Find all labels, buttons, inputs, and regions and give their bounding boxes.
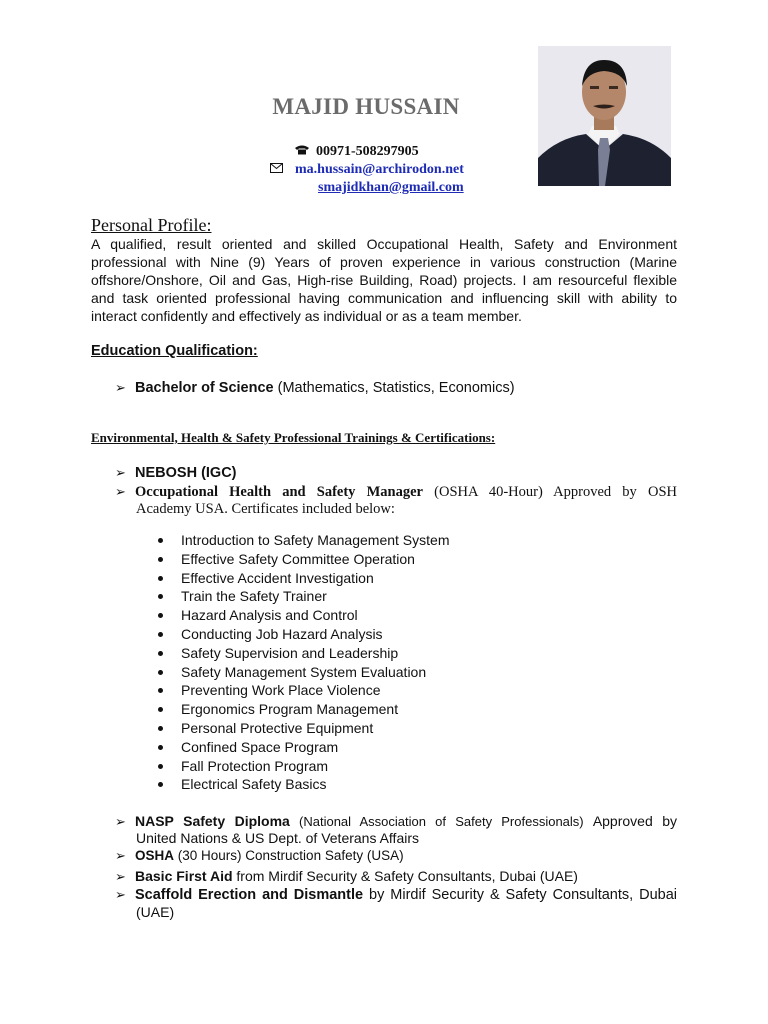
personal-profile-text: A qualified, result oriented and skilled Occupational Health, Safety and Environment professional with Nine (9) Years of proven experience in various construction (Marine offshore/Onshore, Oil and Gas, High-rise Building, Road) projects. I am resourceful flexible and task oriented professional having communication and influencing skill with ability to interact confidently and effectively as individual or as a team member. [91, 236, 677, 324]
course-list [154, 531, 449, 794]
certifications-heading: Environmental, Health & Safety Professional Trainings & Certifications: [91, 430, 496, 445]
course-list-item: Fall Protection Program [154, 757, 449, 776]
course-list-item: Train the Safety Trainer [154, 587, 449, 606]
arrow-bullet-icon: ➢ [115, 465, 126, 480]
profile-photo [538, 46, 671, 186]
phone-number[interactable]: 00971-508297905 [316, 144, 419, 159]
course-list-item: Hazard Analysis and Control [154, 606, 449, 625]
cert-item-osha [115, 848, 404, 864]
arrow-bullet-icon: ➢ [115, 869, 126, 884]
arrow-bullet-icon: ➢ [115, 887, 126, 902]
cert-ohsm-line2: Academy USA. Certificates included below: [136, 501, 395, 517]
arrow-bullet-icon: ➢ [115, 848, 126, 863]
cert-ohsm-detail: (OSHA 40-Hour) Approved by OSH [422, 484, 677, 500]
arrow-bullet-icon: ➢ [115, 484, 126, 499]
cert-first-aid-name: Basic First Aid [135, 868, 233, 884]
degree-name: Bachelor of Science [135, 380, 274, 396]
personal-profile-heading: Personal Profile: [91, 215, 212, 235]
email-row-secondary [318, 180, 464, 196]
course-list-item: Ergonomics Program Management [154, 700, 449, 719]
cert-nasp-line2: United Nations & US Dept. of Veterans Affairs [136, 830, 420, 846]
email-link-secondary[interactable]: smajidkhan@gmail.com [318, 180, 464, 195]
education-heading: Education Qualification: [91, 343, 258, 359]
cert-nebosh-name: NEBOSH (IGC) [135, 465, 237, 481]
email-link-primary[interactable]: ma.hussain@archirodon.net [295, 162, 464, 177]
course-list-item: Effective Accident Investigation [154, 569, 449, 588]
arrow-bullet-icon: ➢ [115, 814, 126, 829]
cert-item-nebosh [115, 465, 237, 481]
envelope-icon [270, 162, 295, 178]
course-list-item: Conducting Job Hazard Analysis [154, 625, 449, 644]
cert-item-first-aid [115, 868, 578, 885]
education-item [115, 380, 515, 396]
telephone-icon [294, 144, 316, 160]
cert-scaffold-name: Scaffold Erection and Dismantle [135, 887, 364, 903]
cert-item-ohsm [115, 483, 677, 518]
candidate-name: MAJID HUSSAIN [272, 94, 460, 119]
cert-ohsm-name: Occupational Health and Safety Manager [135, 484, 423, 500]
cert-nasp-detail: (National Association of Safety Professionals) [289, 814, 593, 829]
cert-first-aid-detail: from Mirdif Security & Safety Consultants, Dubai (UAE) [232, 868, 578, 884]
arrow-bullet-icon: ➢ [115, 380, 126, 395]
cert-item-scaffold [115, 886, 677, 921]
course-list-item: Confined Space Program [154, 738, 449, 757]
cert-osha-name: OSHA [135, 848, 175, 863]
cert-nasp-approved: Approved by [592, 813, 677, 829]
cert-scaffold-detail: by Mirdif Security & Safety Consultants, Dubai [363, 887, 677, 903]
portrait-illustration [538, 46, 671, 186]
course-list-item: Personal Protective Equipment [154, 719, 449, 738]
course-list-item: Safety Management System Evaluation [154, 663, 449, 682]
degree-detail: (Mathematics, Statistics, Economics) [273, 380, 515, 396]
cert-nasp-name: NASP Safety Diploma [135, 813, 290, 829]
cert-scaffold-line2: (UAE) [136, 904, 175, 920]
course-list-item: Introduction to Safety Management System [154, 531, 449, 550]
cert-osha-detail: (30 Hours) Construction Safety (USA) [174, 848, 404, 863]
email-row [270, 162, 464, 178]
course-list-item: Safety Supervision and Leadership [154, 644, 449, 663]
course-list-item: Effective Safety Committee Operation [154, 550, 449, 569]
cert-item-nasp [115, 813, 677, 847]
phone-row [294, 144, 419, 160]
course-list-item: Electrical Safety Basics [154, 775, 449, 794]
course-list-item: Preventing Work Place Violence [154, 681, 449, 700]
